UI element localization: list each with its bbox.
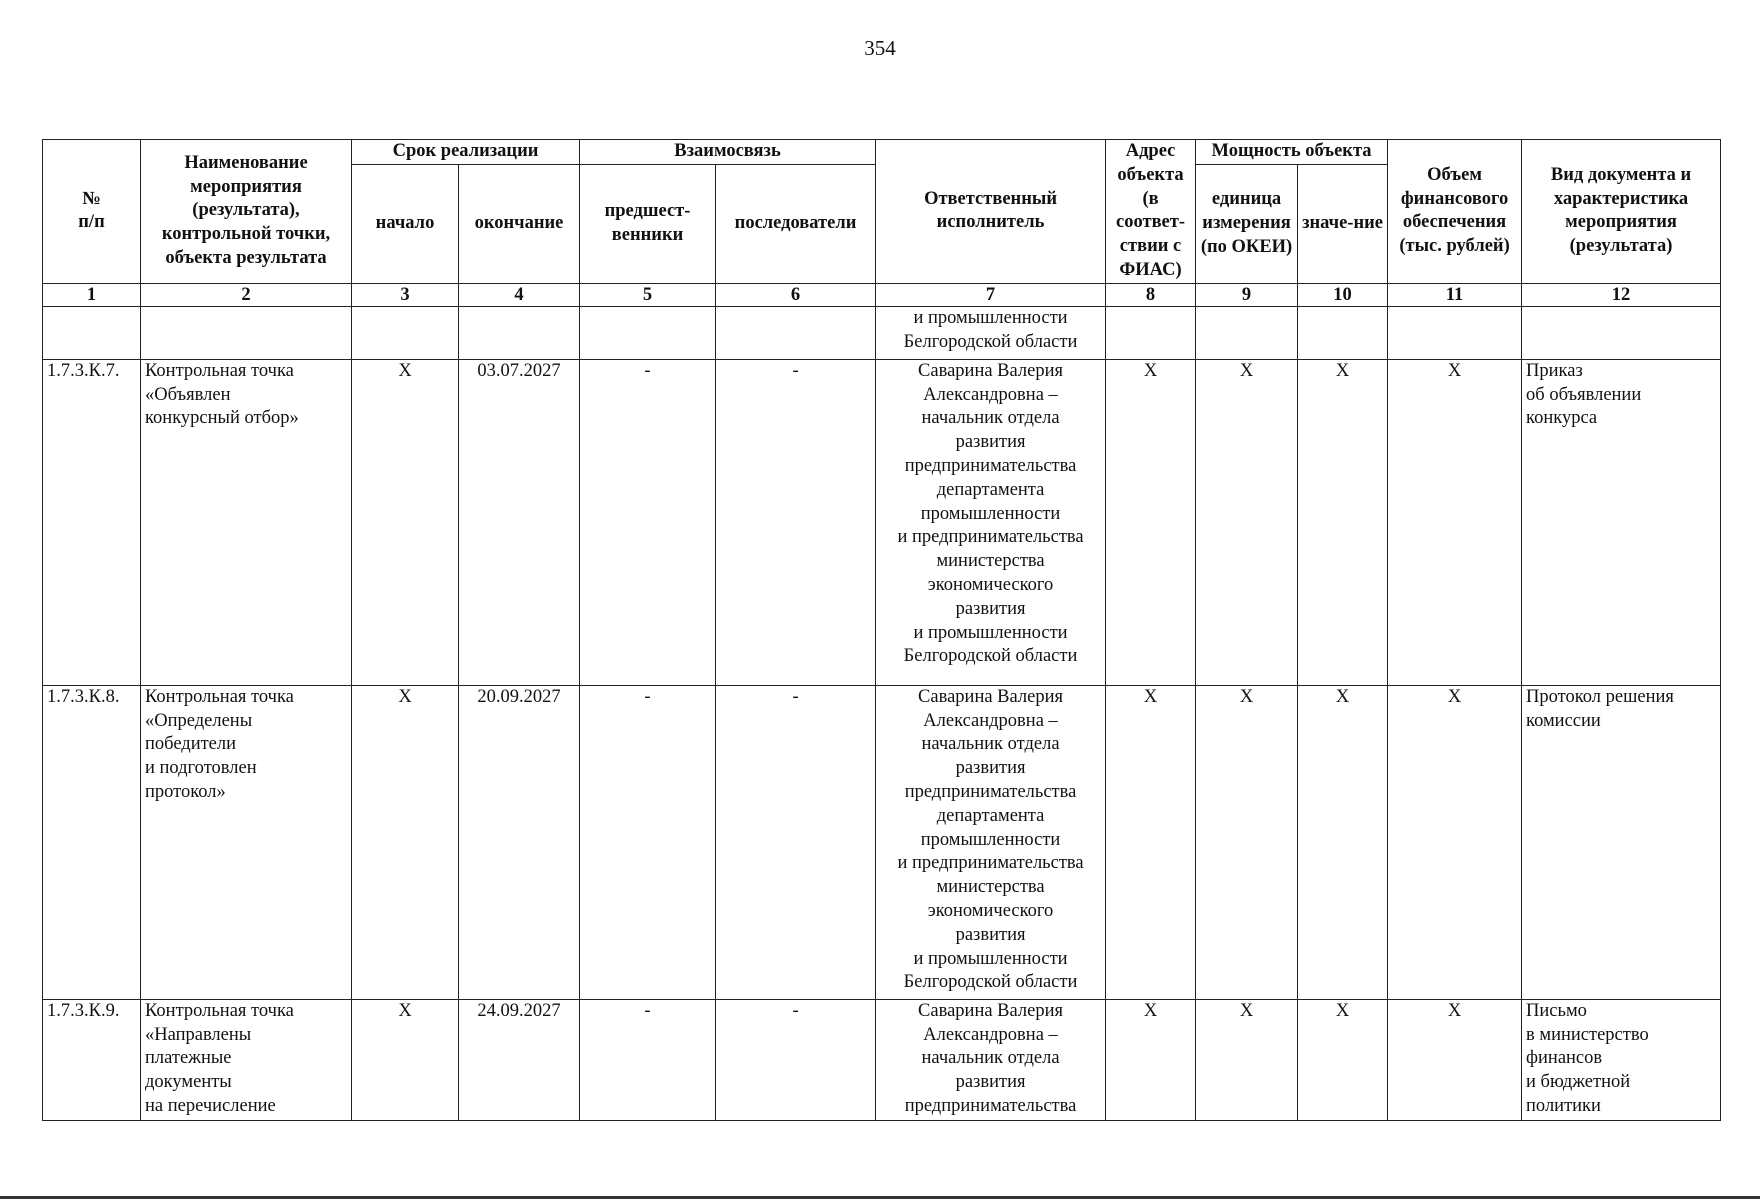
cell-empty [716, 306, 876, 359]
col-number: 4 [459, 283, 580, 306]
cell-empty [459, 306, 580, 359]
cell-empty [43, 306, 141, 359]
page-bottom-rule [0, 1196, 1760, 1199]
col-number: 2 [141, 283, 352, 306]
cell-pred: - [580, 359, 716, 685]
col-number: 5 [580, 283, 716, 306]
header-link-group: Взаимосвязь [580, 140, 876, 165]
header-finance: Объем финансового обеспечения (тыс. рублей) [1388, 140, 1522, 284]
cell-empty [1106, 306, 1196, 359]
header-term-group: Срок реализации [352, 140, 580, 165]
cell-finance: X [1388, 685, 1522, 999]
cell-responsible: Саварина Валерия Александровна – начальник отдела развития предпринимательства департамента промышленности и предпринимательства министерства экономического развития и промышленности Белгородской области [876, 685, 1106, 999]
header-term-start: начало [352, 165, 459, 283]
cell-address: X [1106, 999, 1196, 1120]
header-doc: Вид документа и характеристика мероприятия (результата) [1522, 140, 1721, 284]
header-capacity-unit: единица измерения (по ОКЕИ) [1196, 165, 1298, 283]
cell-unit: X [1196, 999, 1298, 1120]
cell-address: X [1106, 359, 1196, 685]
table-row [43, 685, 1721, 999]
header-name: Наименование мероприятия (результата), контрольной точки, объекта результата [141, 140, 352, 284]
cell-start: X [352, 359, 459, 685]
col-number: 3 [352, 283, 459, 306]
cell-name: Контрольная точка «Направлены платежные документы на перечисление [141, 999, 352, 1120]
cell-name: Контрольная точка «Объявлен конкурсный отбор» [141, 359, 352, 685]
cell-empty [352, 306, 459, 359]
cell-value: X [1298, 359, 1388, 685]
cell-start: X [352, 999, 459, 1120]
table-row [43, 999, 1721, 1120]
cell-succ: - [716, 685, 876, 999]
cell-empty [141, 306, 352, 359]
cell-value: X [1298, 685, 1388, 999]
cell-empty [580, 306, 716, 359]
header-address: Адрес объекта (в соответ-ствии с ФИАС) [1106, 140, 1196, 284]
cell-succ: - [716, 999, 876, 1120]
cell-responsible: и промышленности Белгородской области [876, 306, 1106, 359]
cell-end: 24.09.2027 [459, 999, 580, 1120]
col-number: 12 [1522, 283, 1721, 306]
table-row [43, 359, 1721, 685]
cell-doc: Протокол решения комиссии [1522, 685, 1721, 999]
cell-empty [1196, 306, 1298, 359]
cell-responsible: Саварина Валерия Александровна – начальник отдела развития предпринимательства департамента промышленности и предпринимательства министерства экономического развития и промышленности Белгородской области [876, 359, 1106, 685]
cell-finance: X [1388, 359, 1522, 685]
cell-empty [1388, 306, 1522, 359]
table-row-continuation [43, 306, 1721, 359]
header-term-end: окончание [459, 165, 580, 283]
cell-empty [1298, 306, 1388, 359]
cell-value: X [1298, 999, 1388, 1120]
cell-unit: X [1196, 359, 1298, 685]
cell-pred: - [580, 685, 716, 999]
cell-no: 1.7.3.К.8. [43, 685, 141, 999]
cell-doc: Приказ об объявлении конкурса [1522, 359, 1721, 685]
cell-finance: X [1388, 999, 1522, 1120]
col-number: 6 [716, 283, 876, 306]
cell-no: 1.7.3.К.7. [43, 359, 141, 685]
col-number: 7 [876, 283, 1106, 306]
cell-empty [1522, 306, 1721, 359]
plan-table [42, 139, 1721, 1121]
page-number: 354 [864, 36, 896, 60]
cell-doc: Письмо в министерство финансов и бюджетной политики [1522, 999, 1721, 1120]
header-capacity-value: значе-ние [1298, 165, 1388, 283]
cell-no: 1.7.3.К.9. [43, 999, 141, 1120]
cell-responsible: Саварина Валерия Александровна – начальник отдела развития предпринимательства [876, 999, 1106, 1120]
col-number: 8 [1106, 283, 1196, 306]
col-number: 1 [43, 283, 141, 306]
col-number: 10 [1298, 283, 1388, 306]
cell-succ: - [716, 359, 876, 685]
cell-unit: X [1196, 685, 1298, 999]
header-no: № п/п [43, 140, 141, 284]
header-link-pred: предшест-венники [580, 165, 716, 283]
header-link-succ: последователи [716, 165, 876, 283]
cell-end: 20.09.2027 [459, 685, 580, 999]
col-number: 9 [1196, 283, 1298, 306]
cell-end: 03.07.2027 [459, 359, 580, 685]
cell-start: X [352, 685, 459, 999]
header-capacity-group: Мощность объекта [1196, 140, 1388, 165]
cell-address: X [1106, 685, 1196, 999]
header-responsible: Ответственный исполнитель [876, 140, 1106, 284]
cell-name: Контрольная точка «Определены победители и подготовлен протокол» [141, 685, 352, 999]
col-number: 11 [1388, 283, 1522, 306]
cell-pred: - [580, 999, 716, 1120]
